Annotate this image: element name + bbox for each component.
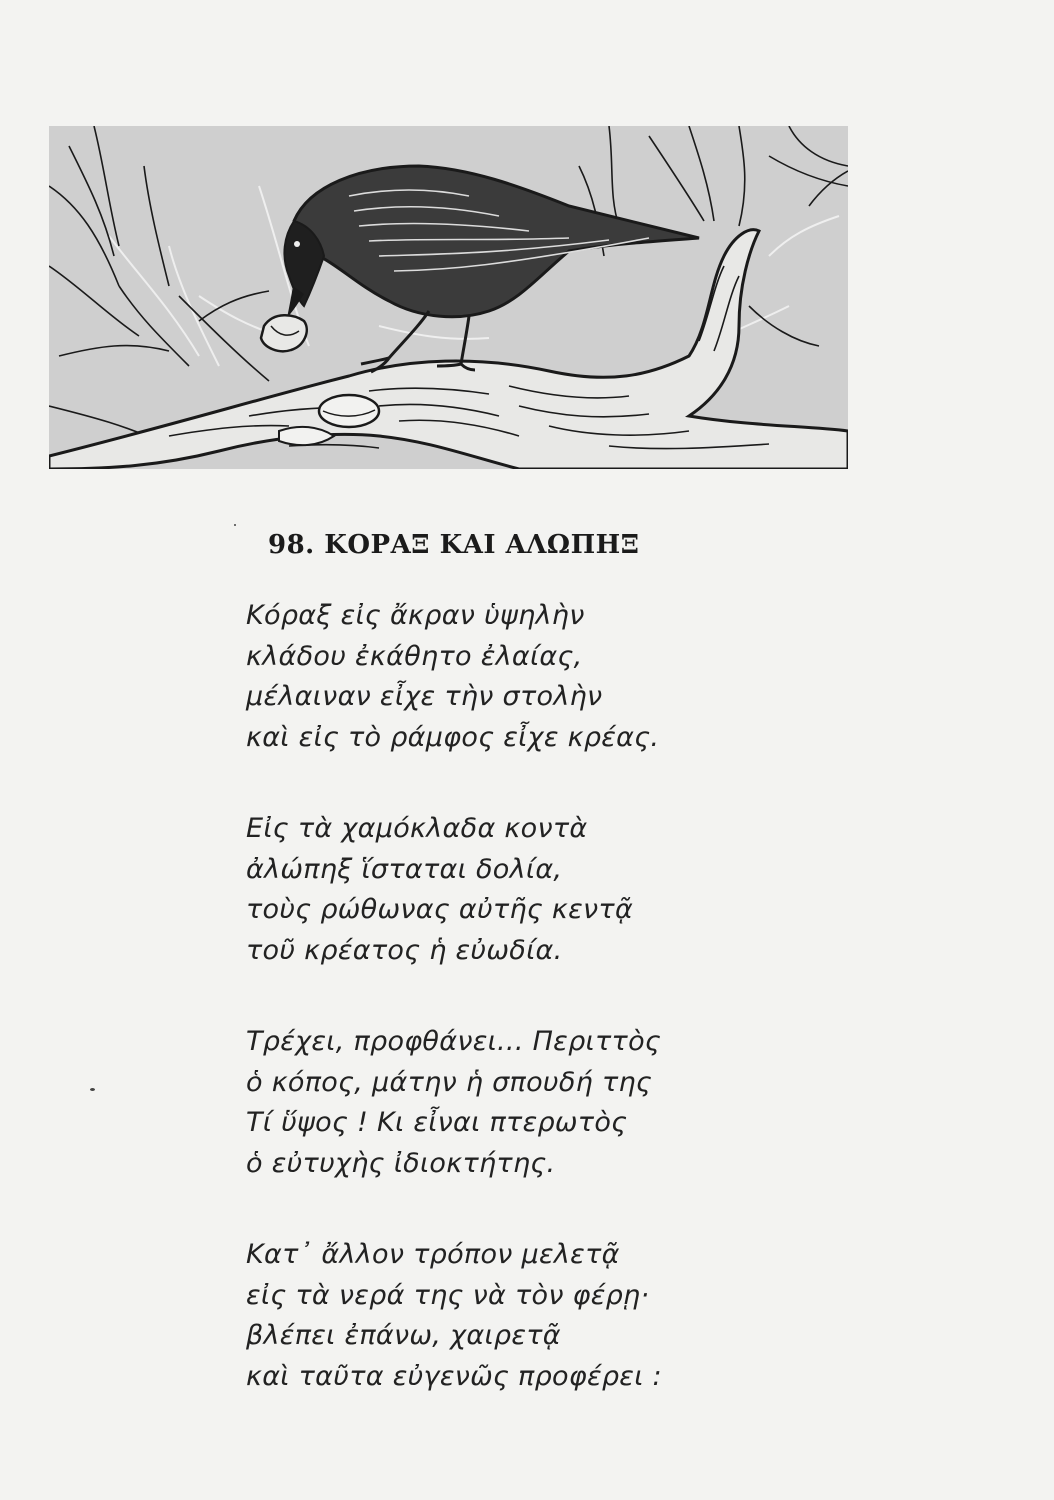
crow-on-branch-drawing — [49, 126, 848, 469]
poem — [246, 596, 746, 1448]
stanza — [246, 1022, 746, 1184]
poem-line: τοῦ κρέατος ἡ εὐωδία. — [246, 934, 563, 966]
poem-line: ὁ κόπος, μάτην ἡ σπουδή της — [246, 1066, 653, 1098]
poem-line: καὶ ταῦτα εὐγενῶς προφέρει : — [246, 1360, 662, 1392]
poem-line: Τρέχει, προφθάνει... Περιττὸς — [246, 1026, 662, 1057]
ink-speck — [90, 1088, 95, 1091]
poem-line: μέλαιναν εἶχε τὴν στολὴν — [246, 681, 603, 712]
poem-line: ὁ εὐτυχὴς ἰδιοκτήτης. — [246, 1147, 556, 1179]
poem-line: Κατ᾽ ἄλλον τρόπον μελετᾷ — [246, 1239, 620, 1270]
poem-line: βλέπει ἐπάνω, χαιρετᾷ — [246, 1320, 561, 1351]
poem-line: Κόραξ εἰς ἄκραν ὑψηλὴν — [246, 600, 585, 631]
fable-title: 98. ΚΟΡΑΞ ΚΑΙ ΑΛΩΠΗΞ — [268, 530, 640, 560]
poem-line: καὶ εἰς τὸ ράμφος εἶχε κρέας. — [246, 721, 660, 753]
poem-line: τοὺς ρώθωνας αὐτῆς κεντᾷ — [246, 894, 634, 925]
poem-line: Τί ὕψος ! Κι εἶναι πτερωτὸς — [246, 1107, 628, 1138]
stanza — [246, 596, 746, 758]
poem-line: εἰς τὰ νερά της νὰ τὸν φέρῃ· — [246, 1279, 650, 1311]
poem-line: κλάδου ἐκάθητο ἐλαίας, — [246, 640, 583, 672]
stanza — [246, 809, 746, 971]
poem-line: Εἰς τὰ χαμόκλαδα κοντὰ — [246, 813, 588, 844]
poem-line: ἀλώπηξ ἵσταται δολία, — [246, 853, 563, 885]
ink-speck — [234, 524, 236, 526]
crow-illustration — [49, 126, 848, 469]
stanza — [246, 1235, 746, 1397]
